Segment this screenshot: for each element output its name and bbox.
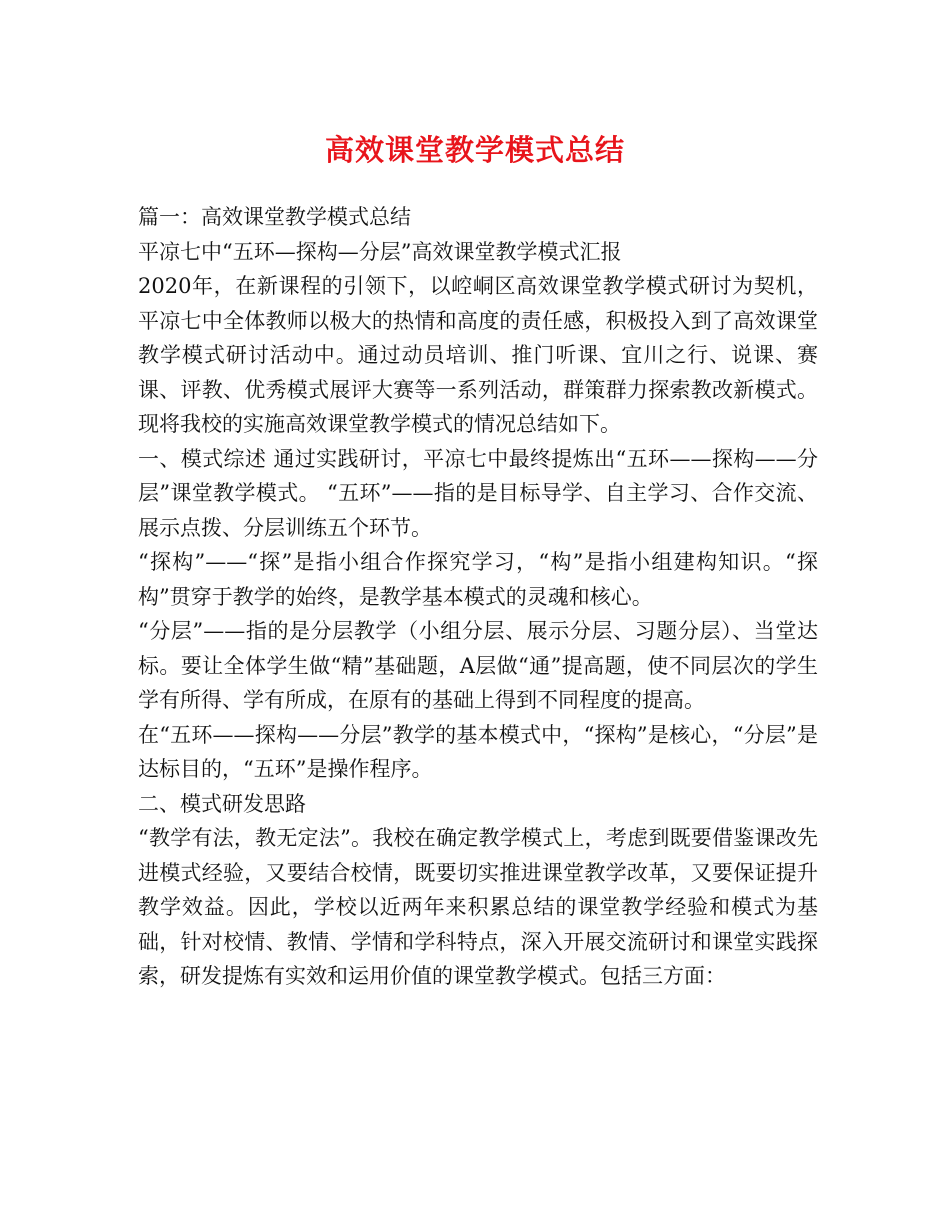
- paragraph-report-title: 平凉七中“五环—探构—分层”高效课堂教学模式汇报: [138, 239, 622, 264]
- document-body: [138, 200, 818, 994]
- paragraph-fenceng: “分层”——指的是分层教学（小组分层、展示分层、习题分层）、当堂达标。要让全体学生做“精”基础题，A层做“通”提高题，使不同层次的学生学有所得、学有所成，在原有的基础上得到不同程度的提高。: [138, 619, 818, 712]
- document-title: 高效课堂教学模式总结: [324, 133, 625, 167]
- paragraph-intro: 2020年，在新课程的引领下，以崆峒区高效课堂教学模式研讨为契机，平凉七中全体教师以极大的热情和高度的责任感，积极投入到了高效课堂教学模式研讨活动中。通过动员培训、推门听课、宜川之行、说课、赛课、评教、优秀模式展评大赛等一系列活动，群策群力探索教改新模式。现将我校的实施高效课堂教学模式的情况总结如下。: [138, 274, 818, 436]
- paragraph-tangou: “探构”——“探”是指小组合作探究学习，“构”是指小组建构知识。“探构”贯穿于教学的始终，是教学基本模式的灵魂和核心。: [138, 550, 818, 609]
- paragraph-section-two-heading: 二、模式研发思路: [138, 791, 306, 816]
- paragraph-development-approach: “教学有法，教无定法”。我校在确定教学模式上，考虑到既要借鉴课改先进模式经验，又要结合校情，既要切实推进课堂教学改革，又要保证提升教学效益。因此，学校以近两年来积累总结的课堂教学经验和模式为基础，针对校情、教情、学情和学科特点，深入开展交流研讨和课堂实践探索，研发提炼有实效和运用价值的课堂教学模式。包括三方面：: [138, 826, 818, 988]
- paragraph-model-overview: 一、模式综述 通过实践研讨，平凉七中最终提炼出“五环——探构——分层”课堂教学模式。 “五环”——指的是目标导学、自主学习、合作交流、展示点拨、分层训练五个环节。: [138, 446, 818, 540]
- paragraph-model-core: 在“五环——探构——分层”教学的基本模式中，“探构”是核心，“分层”是达标目的，“五环”是操作程序。: [138, 722, 818, 781]
- paragraph-section-heading: 篇一：高效课堂教学模式总结: [138, 205, 411, 229]
